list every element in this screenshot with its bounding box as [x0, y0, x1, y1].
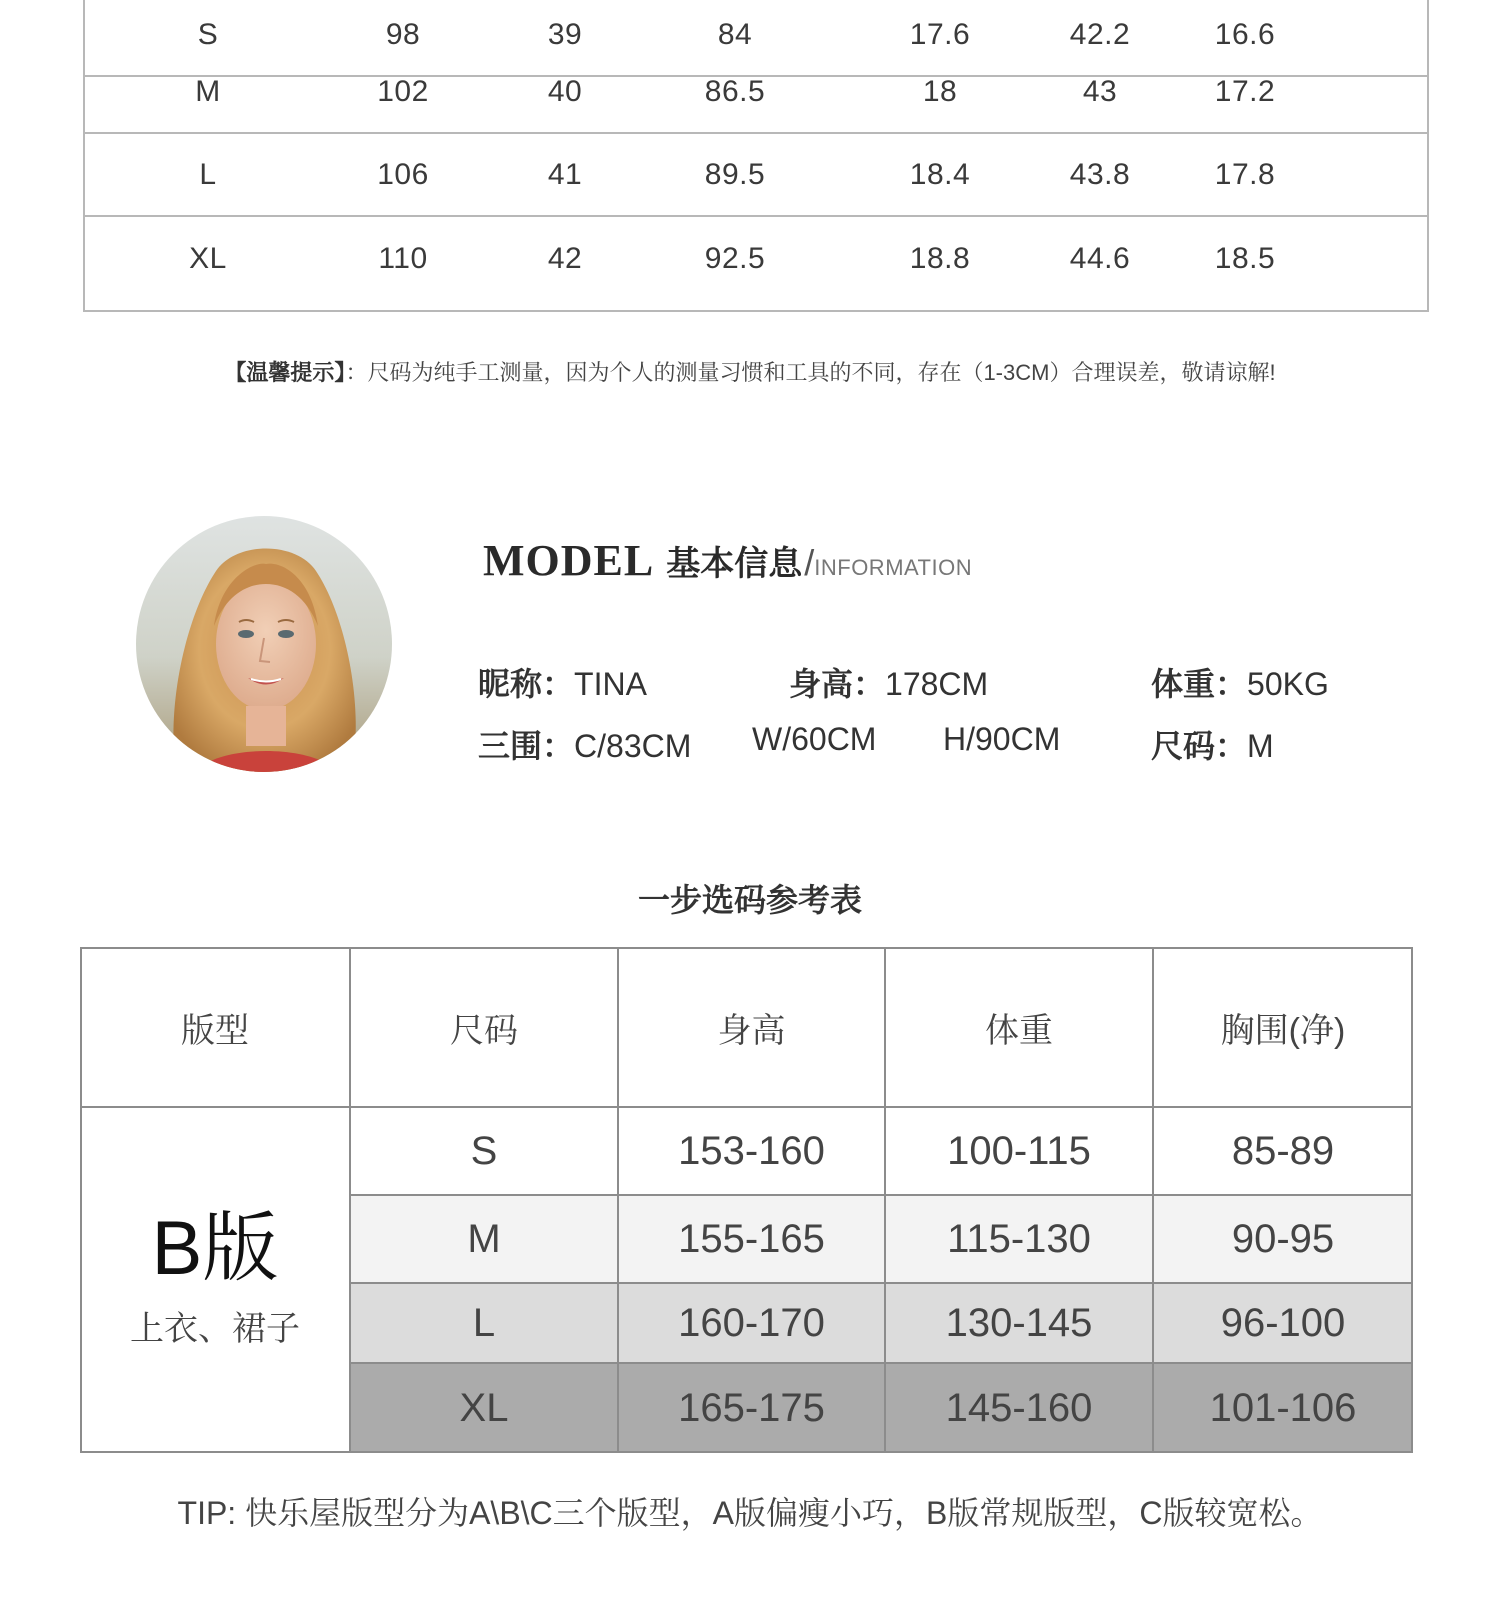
table-cell: 106 [377, 157, 429, 191]
table-cell: 18 [922, 74, 958, 108]
tip-text: ：尺码为纯手工测量，因为个人的测量习惯和工具的不同，存在（1-3CM）合理误差，敬请谅解! [345, 360, 1276, 385]
ref-size-cell: M [467, 1216, 501, 1261]
measurements-label: 三围： [478, 728, 575, 764]
table-cell: 18.8 [909, 241, 971, 275]
header-version: 版型 [181, 1011, 249, 1050]
ref-chest-cell: 96-100 [1220, 1300, 1346, 1345]
ref-chest-cell: 85-89 [1231, 1128, 1335, 1173]
table-cell: 43.8 [1069, 157, 1131, 191]
table-row [85, 217, 1427, 300]
table-cell: 17.2 [1214, 74, 1276, 108]
ref-height-cell: 155-165 [678, 1216, 825, 1261]
ref-height-cell: 153-160 [678, 1128, 825, 1173]
table-cell: 17.6 [909, 17, 971, 51]
model-portrait-image [136, 516, 392, 772]
version-description: 上衣、裙子 [130, 1309, 300, 1348]
table-cell: 110 [378, 241, 428, 275]
measurement-tip [0, 356, 1500, 387]
table-cell: 42.2 [1069, 17, 1131, 51]
model-size [1151, 721, 1274, 767]
size-measurement-table [83, 0, 1429, 312]
table-cell: 43 [1082, 74, 1118, 108]
title-sub: INFORMATION [814, 555, 973, 580]
header-weight: 体重 [985, 1011, 1053, 1050]
hip-value: H/90CM [943, 721, 1061, 757]
title-slash: / [804, 542, 815, 583]
nickname-value: TINA [574, 666, 647, 702]
table-cell: 17.8 [1214, 157, 1276, 191]
table-cell: 102 [377, 74, 429, 108]
table-cell: 41 [547, 157, 583, 191]
weight-value: 50KG [1247, 666, 1329, 702]
table-cell: 44.6 [1069, 241, 1131, 275]
header-chest: 胸围(净) [1220, 1011, 1346, 1050]
title-cn: 基本信息 [666, 545, 803, 583]
version-label: B版 [151, 1205, 279, 1291]
table-row [85, 134, 1427, 217]
model-weight [1151, 659, 1329, 705]
table-cell: 98 [385, 17, 421, 51]
ref-weight-cell: 130-145 [945, 1300, 1093, 1345]
ref-size-cell: S [470, 1128, 498, 1173]
table-cell: 86.5 [704, 74, 766, 108]
version-tip: TIP: 快乐屋版型分为A\B\C三个版型，A版偏瘦小巧，B版常规版型，C版较宽松。 [177, 1495, 1323, 1531]
size-cell: XL [189, 241, 227, 275]
reference-table-title: 一步选码参考表 [637, 882, 862, 918]
waist-value: W/60CM [752, 721, 877, 757]
title-en: MODEL [483, 536, 655, 585]
ref-height-cell: 160-170 [678, 1300, 825, 1345]
tip-label: 【温馨提示】 [224, 360, 346, 385]
size-label: 尺码： [1151, 728, 1248, 764]
header-height: 身高 [717, 1011, 786, 1050]
size-cell: M [195, 74, 221, 108]
nickname-label: 昵称： [478, 666, 575, 702]
size-reference-table [80, 947, 1413, 1453]
size-value: M [1247, 728, 1274, 764]
table-cell: 92.5 [704, 241, 766, 275]
table-cell: 18.4 [909, 157, 971, 191]
ref-chest-cell: 90-95 [1231, 1216, 1335, 1261]
height-value: 178CM [885, 666, 989, 702]
header-size: 尺码 [450, 1011, 518, 1050]
table-cell: 89.5 [704, 157, 766, 191]
ref-size-cell: XL [459, 1385, 509, 1430]
weight-label: 体重： [1151, 666, 1248, 702]
size-cell: S [197, 17, 219, 51]
ref-weight-cell: 115-130 [947, 1216, 1091, 1261]
height-label: 身高： [789, 666, 886, 702]
table-cell: 84 [717, 17, 753, 51]
table-cell: 39 [547, 17, 583, 51]
ref-weight-cell: 145-160 [945, 1385, 1093, 1430]
model-height [789, 659, 988, 705]
ref-chest-cell: 101-106 [1209, 1385, 1357, 1430]
model-info-title [483, 535, 972, 586]
size-cell: L [199, 157, 217, 191]
table-cell: 40 [547, 74, 583, 108]
model-avatar [136, 516, 392, 772]
ref-height-cell: 165-175 [678, 1385, 825, 1430]
table-row [85, 51, 1427, 134]
version-cell [80, 1107, 350, 1453]
chest-value: C/83CM [574, 728, 692, 764]
table-cell: 18.5 [1214, 241, 1276, 275]
ref-weight-cell: 100-115 [947, 1128, 1091, 1173]
table-cell: 42 [547, 241, 583, 275]
table-cell: 16.6 [1214, 17, 1276, 51]
model-measurements [478, 721, 691, 767]
model-nickname [478, 659, 647, 705]
ref-size-cell: L [472, 1300, 496, 1345]
